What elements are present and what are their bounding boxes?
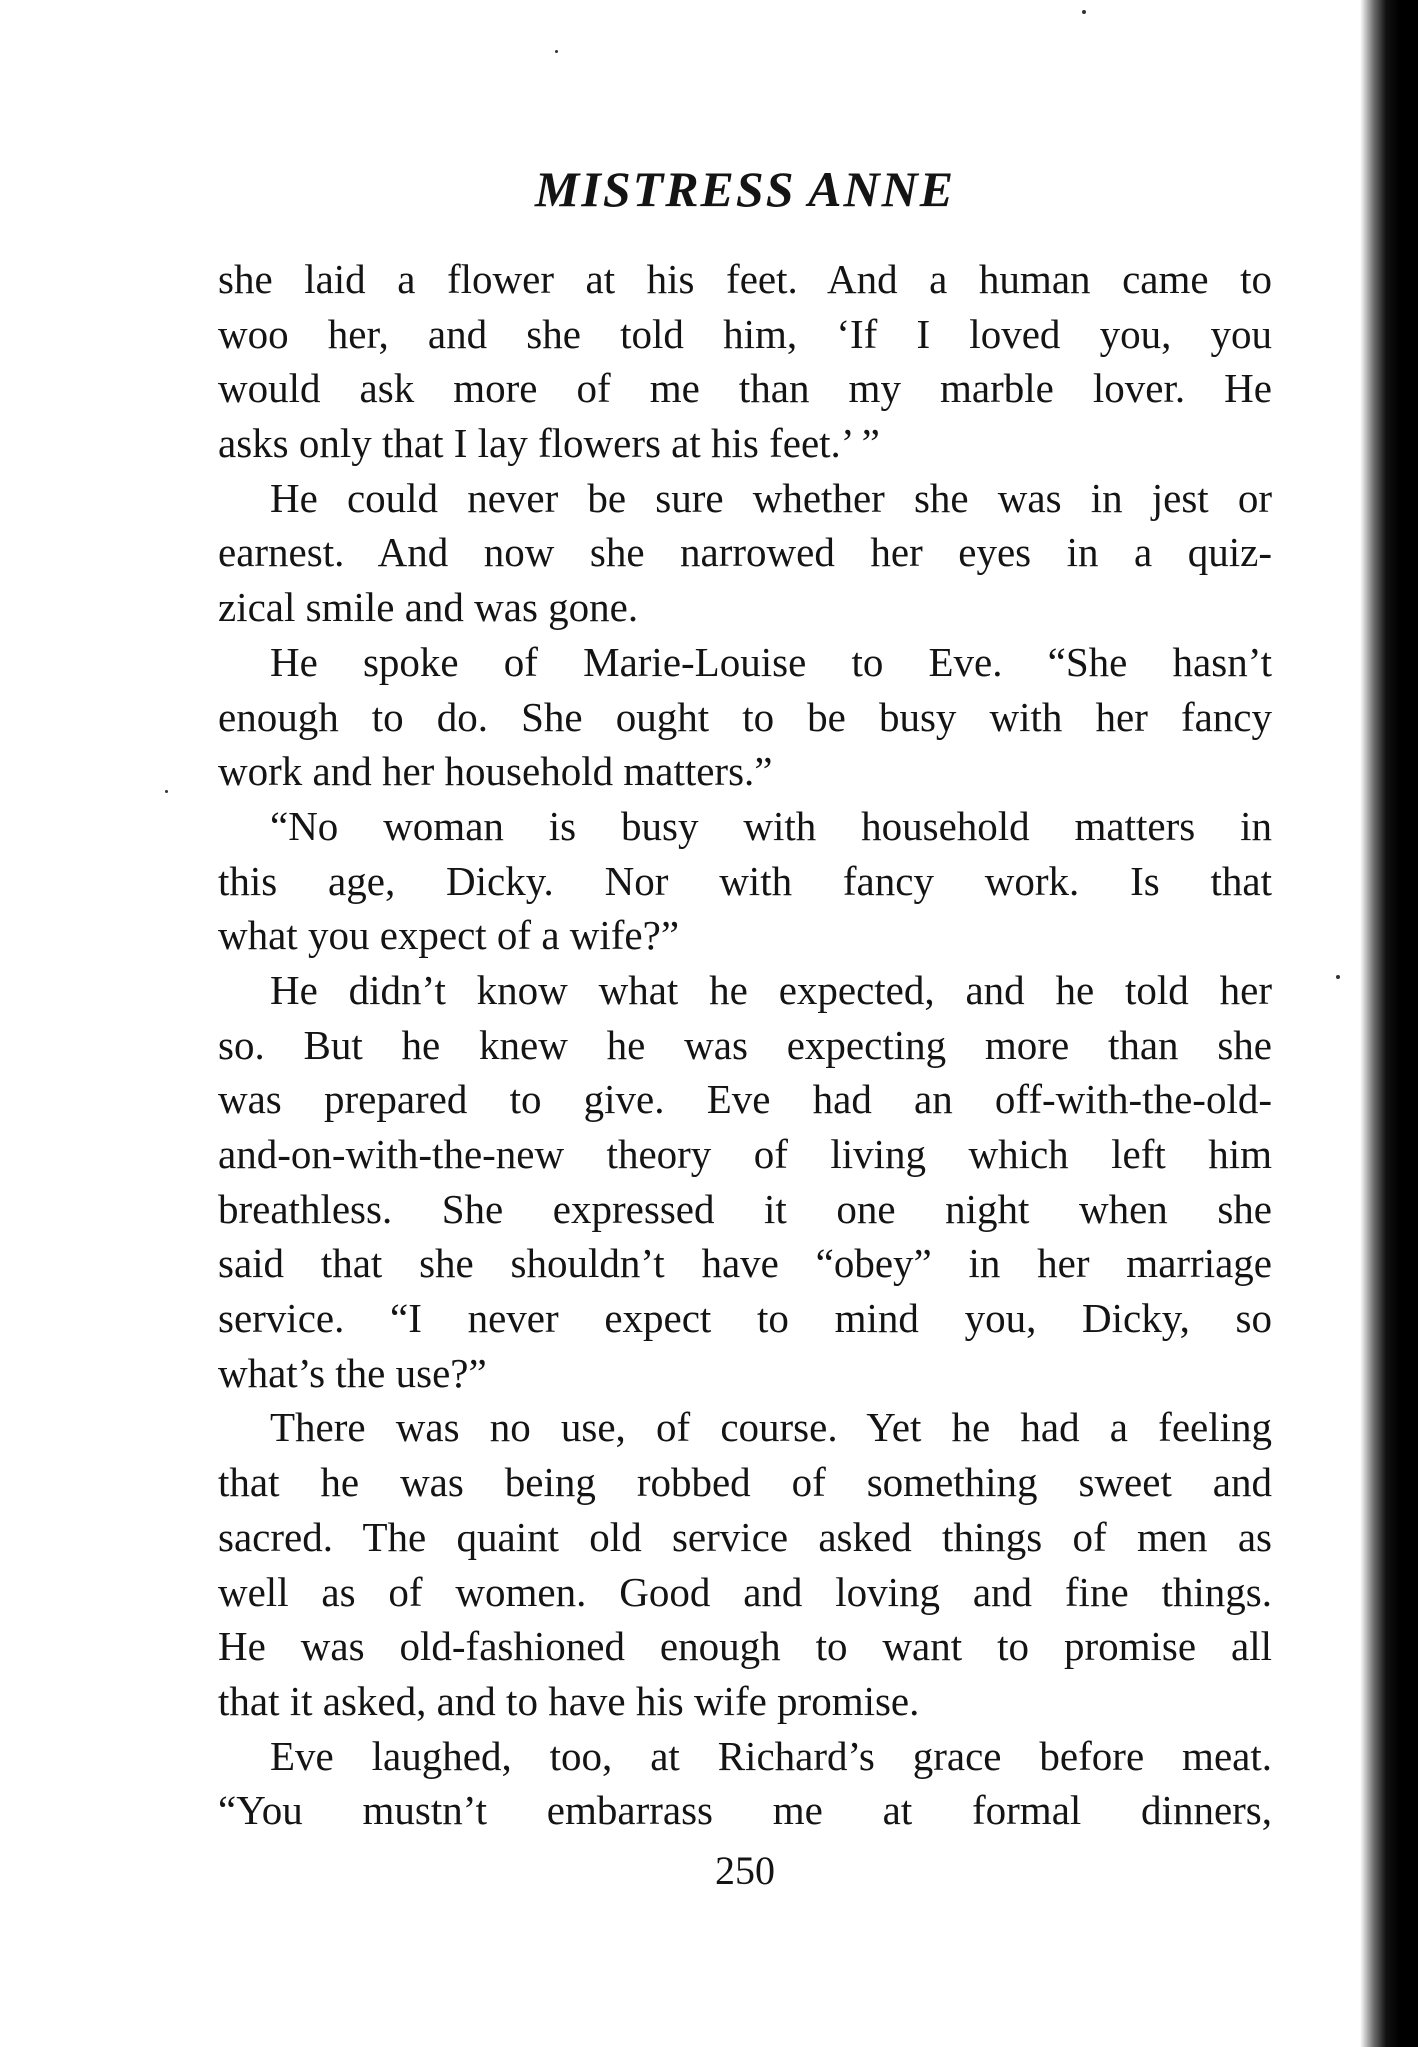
text-line: work and her household matters.” <box>218 748 773 795</box>
text-line: breathless. She expressed it one night when she <box>218 1185 1272 1232</box>
body-text <box>218 252 1272 1838</box>
text-line: would ask more of me than my marble lover. He <box>218 365 1272 412</box>
scan-speck <box>555 50 558 53</box>
text-line: said that she shouldn’t have “obey” in her marriage <box>218 1240 1272 1287</box>
text-line: she laid a flower at his feet. And a human came to <box>218 256 1272 302</box>
text-line: and-on-with-the-new theory of living which left him <box>218 1131 1272 1177</box>
scan-speck <box>1082 10 1086 14</box>
scan-speck <box>165 790 168 793</box>
text-line: what’s the use?” <box>218 1349 487 1396</box>
running-head: MISTRESS ANNE <box>534 161 956 217</box>
text-line: earnest. And now she narrowed her eyes in a quiz- <box>218 529 1272 576</box>
text-line: this age, Dicky. Nor with fancy work. Is that <box>218 857 1272 904</box>
text-line: so. But he knew he was expecting more than she <box>218 1021 1272 1068</box>
text-line: that he was being robbed of something sweet and <box>218 1459 1272 1506</box>
text-line: He could never be sure whether she was in jest or <box>270 474 1272 521</box>
text-line: “You mustn’t embarrass me at formal dinners, <box>218 1787 1272 1834</box>
text-line: He was old-fashioned enough to want to promise all <box>218 1623 1272 1670</box>
text-line: enough to do. She ought to be busy with her fancy <box>218 693 1272 740</box>
text-line: He didn’t know what he expected, and he told her <box>270 966 1272 1013</box>
text-line: “No woman is busy with household matters in <box>270 802 1272 849</box>
text-line: Eve laughed, too, at Richard’s grace before meat. <box>270 1732 1272 1779</box>
text-line: There was no use, of course. Yet he had a feeling <box>270 1404 1272 1451</box>
text-line: was prepared to give. Eve had an off-with-the-old- <box>218 1076 1272 1123</box>
text-line: well as of women. Good and loving and fine things. <box>218 1568 1272 1615</box>
page-number: 250 <box>715 1848 775 1893</box>
text-line: asks only that I lay flowers at his feet.’ ” <box>218 420 880 467</box>
scan-speck <box>1336 975 1340 979</box>
text-line: service. “I never expect to mind you, Dicky, so <box>218 1295 1272 1342</box>
text-line: He spoke of Marie-Louise to Eve. “She hasn’t <box>270 638 1272 685</box>
text-line: sacred. The quaint old service asked things of men as <box>218 1513 1272 1560</box>
book-binding-edge <box>1360 0 1418 2047</box>
text-line: zical smile and was gone. <box>218 584 639 631</box>
text-line: what you expect of a wife?” <box>218 912 680 959</box>
text-line: that it asked, and to have his wife promise. <box>218 1677 920 1724</box>
text-line: woo her, and she told him, ‘If I loved you, you <box>218 310 1272 357</box>
